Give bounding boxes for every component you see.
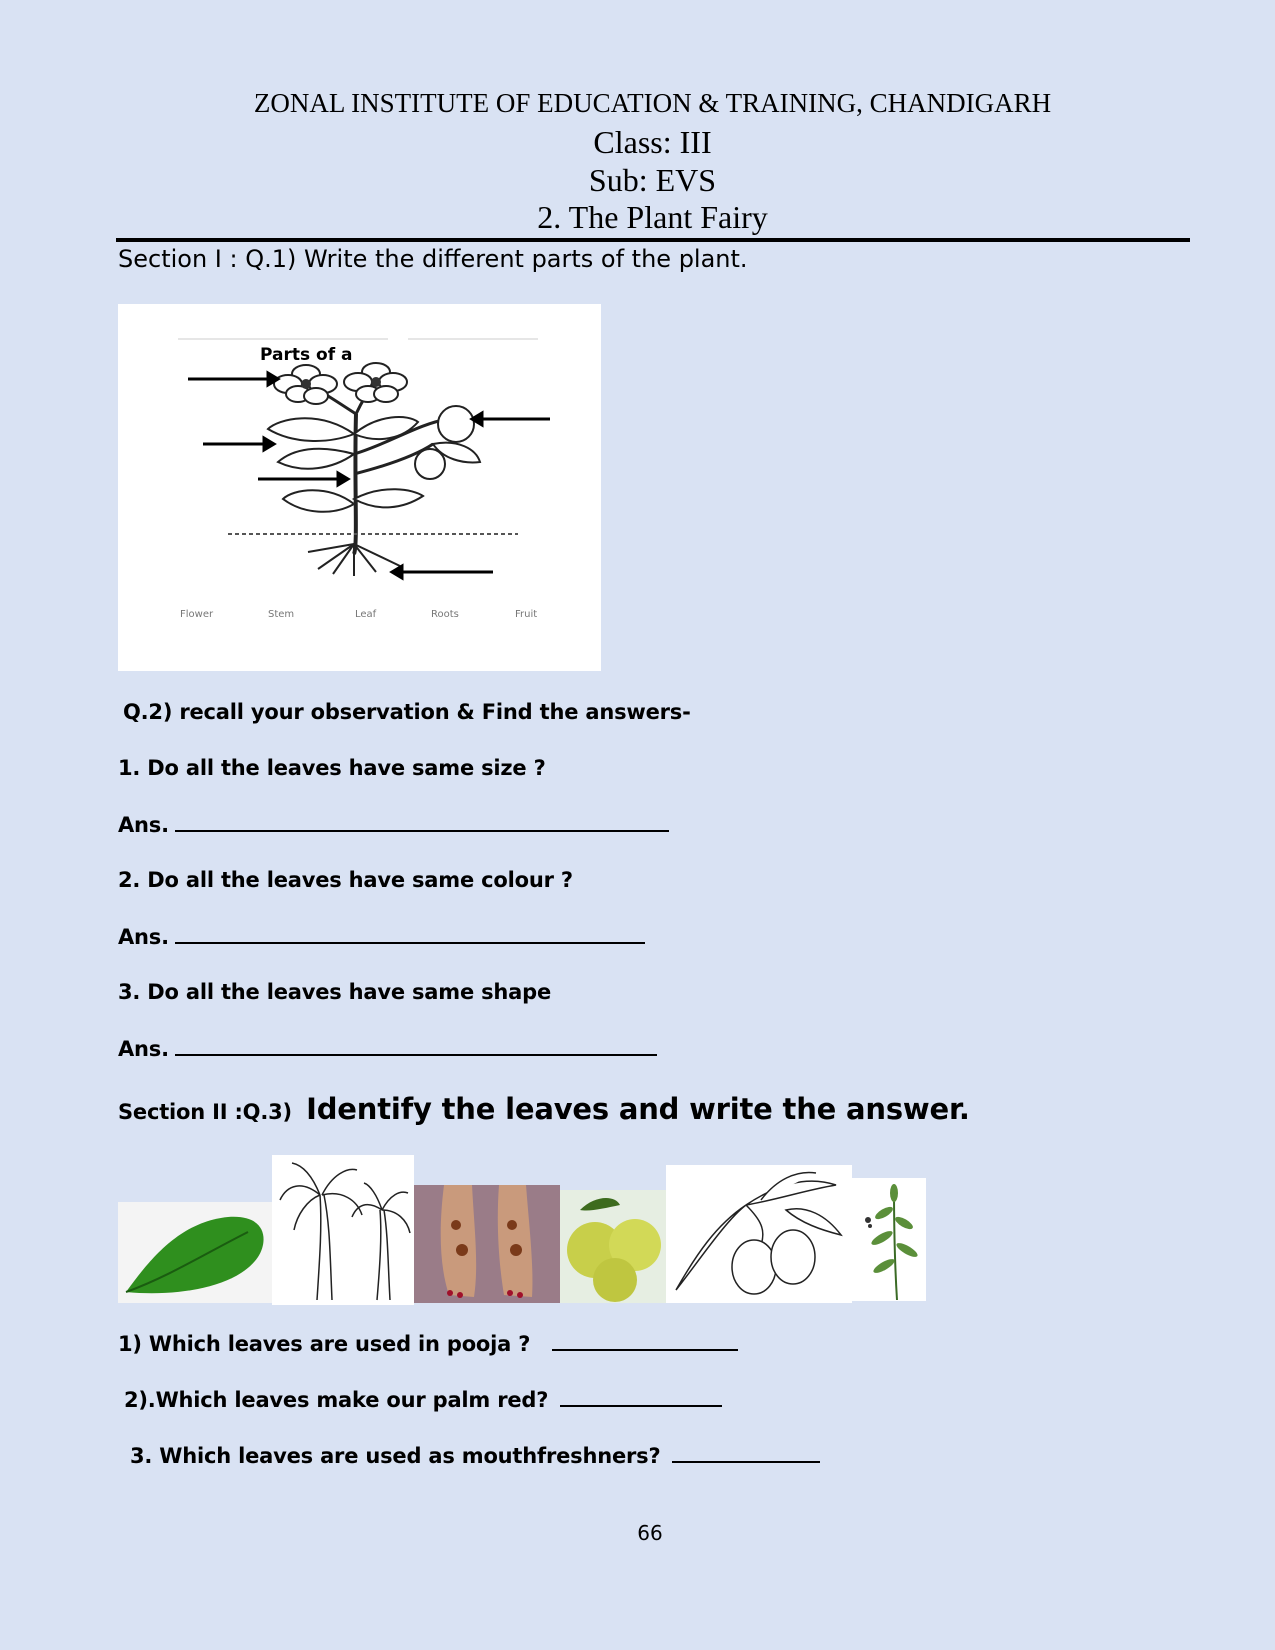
chapter-title: 2. The Plant Fairy bbox=[537, 199, 768, 235]
class-title: Class: III bbox=[593, 124, 712, 160]
answer-blank-2[interactable] bbox=[175, 924, 645, 944]
s2-question-3: 3. Which leaves are used as mouthfreshners? bbox=[130, 1444, 661, 1468]
q2-answer-row-1 bbox=[118, 812, 669, 837]
ans-label: Ans. bbox=[118, 813, 169, 837]
diagram-title: Parts of a bbox=[260, 345, 353, 365]
henna-feet-image bbox=[414, 1185, 560, 1303]
q2-question-1: 1. Do all the leaves have same size ? bbox=[118, 756, 546, 780]
s2-question-2: 2).Which leaves make our palm red? bbox=[124, 1388, 549, 1412]
q2-title: Q.2) recall your observation & Find the answers- bbox=[123, 700, 691, 724]
s2-question-1: 1) Which leaves are used in pooja ? bbox=[118, 1332, 531, 1356]
header-rule bbox=[116, 238, 1190, 242]
ans-label: Ans. bbox=[118, 925, 169, 949]
s2-question-2-row bbox=[124, 1387, 722, 1412]
lemons-image bbox=[560, 1190, 666, 1303]
subject-title: Sub: EVS bbox=[588, 162, 717, 198]
diagram-label-fruit: Fruit bbox=[515, 609, 538, 620]
q2-question-3: 3. Do all the leaves have same shape bbox=[118, 980, 552, 1004]
tulsi-sprig-image bbox=[852, 1178, 926, 1301]
section2-prefix: Section II :Q.3) bbox=[118, 1100, 292, 1124]
s2-answer-blank-3[interactable] bbox=[672, 1443, 820, 1463]
mango-branch-image bbox=[666, 1165, 852, 1303]
section1-question: Section I : Q.1) Write the different parts of the plant. bbox=[118, 245, 748, 273]
s2-answer-blank-2[interactable] bbox=[560, 1387, 722, 1407]
q2-answer-row-2 bbox=[118, 924, 645, 949]
s2-answer-blank-1[interactable] bbox=[552, 1331, 738, 1351]
q2-answer-row-3 bbox=[118, 1036, 657, 1061]
betel-leaf-image bbox=[118, 1202, 272, 1303]
ans-label: Ans. bbox=[118, 1037, 169, 1061]
diagram-label-roots: Roots bbox=[431, 609, 459, 620]
institute-title: ZONAL INSTITUTE OF EDUCATION & TRAINING, CHANDIGARH bbox=[253, 88, 1052, 118]
section2-heading bbox=[118, 1092, 970, 1126]
diagram-label-stem: Stem bbox=[268, 609, 295, 620]
diagram-label-leaf: Leaf bbox=[355, 609, 377, 620]
page-number: 66 bbox=[637, 1521, 663, 1545]
section2-title: Identify the leaves and write the answer. bbox=[306, 1092, 970, 1126]
answer-blank-3[interactable] bbox=[175, 1036, 657, 1056]
plant-parts-diagram bbox=[118, 304, 601, 671]
coconut-trees-image bbox=[272, 1155, 414, 1305]
answer-blank-1[interactable] bbox=[175, 812, 669, 832]
diagram-label-flower: Flower bbox=[180, 609, 214, 620]
s2-question-1-row bbox=[118, 1331, 738, 1356]
s2-question-3-row bbox=[130, 1443, 820, 1468]
q2-question-2: 2. Do all the leaves have same colour ? bbox=[118, 868, 573, 892]
